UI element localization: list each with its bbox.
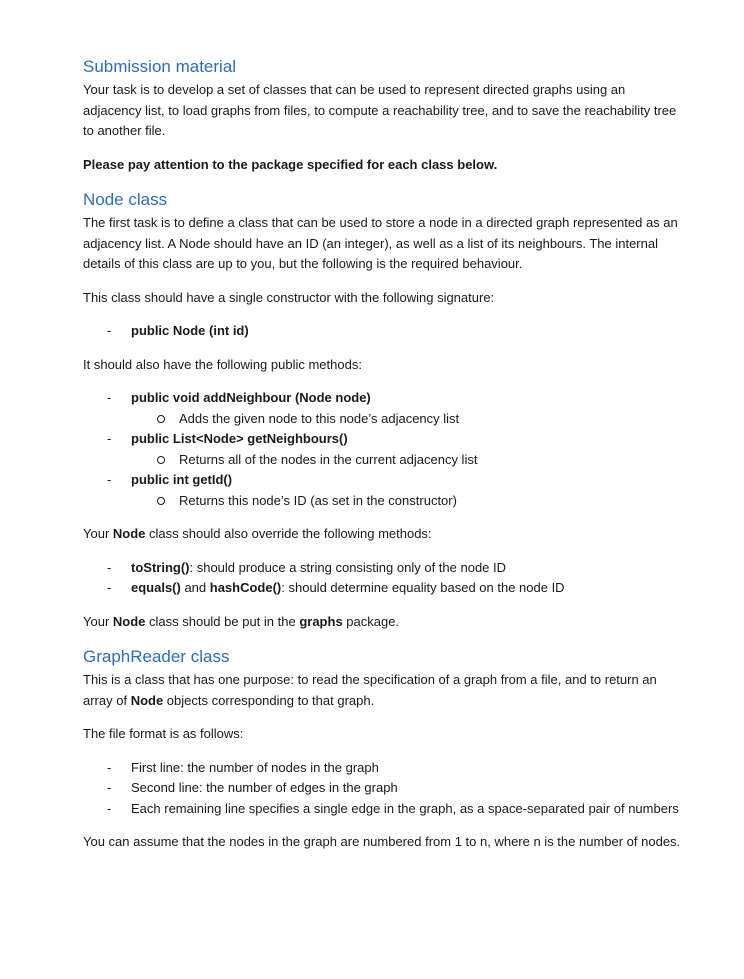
sub-list-item [131,409,683,430]
equals-method: equals() [131,580,181,595]
document-page [83,54,683,853]
override-intro [83,524,683,545]
format-item-text: Second line: the number of edges in the graph [131,780,398,795]
text-run: class should be put in the [145,613,300,629]
tostring-description: : should produce a string consisting only of the node ID [189,559,507,575]
dash-bullet: - [107,390,112,405]
method-description: Adds the given node to this node’s adjacency list [179,410,460,426]
hashcode-method: hashCode() [209,580,282,595]
dash-bullet: - [107,759,112,775]
text-run: class should also override the following methods: [145,526,432,541]
bold-run: Node [130,692,164,708]
sub-list-item [131,491,683,512]
circle-bullet-icon [157,497,165,505]
constructor-signature: public Node (int id) [131,323,249,338]
circle-bullet-icon [157,415,165,423]
list-item [83,470,683,511]
format-item-text: First line: the number of nodes in the graph [131,759,379,775]
list-item [83,799,683,820]
list-item [83,388,683,429]
sub-list [131,450,683,471]
node-description: The first task is to define a class that can be used to store a node in a directed graph represented as an adjacency list. A Node should have an ID (an integer), as well as a list of its neighbours. The internal details of this class are up to you, but the following is the required behaviour. [83,215,678,271]
dash-bullet: - [107,780,112,795]
overrides-list [83,558,683,599]
format-item-text: Each remaining line specifies a single edge in the graph, as a space-separated pair of numbers [131,800,679,816]
list-item [83,758,683,779]
text-run: Your [83,526,113,541]
dash-bullet: - [107,431,112,446]
constructor-list [83,321,683,342]
methods-intro: It should also have the following public methods: [83,356,362,372]
method-signature: public List<Node> getNeighbours() [131,431,348,446]
text-run: and [180,580,210,595]
package-instruction [83,612,683,633]
list-item [83,778,683,799]
sub-list-item [131,450,683,471]
bold-run: Node [112,613,146,629]
package-note [83,155,683,176]
dash-bullet: - [107,559,112,575]
method-description: Returns this node’s ID (as set in the constructor) [179,492,457,508]
dash-bullet: - [107,580,112,595]
sub-list [131,409,683,430]
text-run: Your [83,613,113,629]
sub-list [131,491,683,512]
intro-paragraph: Your task is to develop a set of classes that can be used to represent directed graphs using an adjacency list, to load graphs from files, to compute a reachability tree, and to save the reachability tree to another file. [83,82,677,138]
method-signature: public void addNeighbour (Node node) [131,390,371,405]
text-run: package. [342,613,400,629]
list-item [83,429,683,470]
bold-run: Node [112,526,146,541]
list-item [83,558,683,579]
list-item [83,321,683,342]
circle-bullet-icon [157,456,165,464]
dash-bullet: - [107,800,112,816]
method-signature: public int getId() [131,472,233,487]
method-description: Returns all of the nodes in the current adjacency list [179,451,478,467]
file-format-intro: The file format is as follows: [83,726,244,741]
dash-bullet: - [107,323,112,338]
package-note-text: Please pay attention to the package specified for each class below. [83,156,498,172]
heading-node-class: Node class [83,190,168,209]
list-item [83,578,683,599]
tostring-method: toString() [131,559,190,575]
text-run: objects corresponding to that graph. [163,692,375,708]
equals-description: : should determine equality based on the node ID [281,580,565,595]
file-format-list [83,758,683,820]
constructor-intro: This class should have a single constructor with the following signature: [83,289,495,305]
text-run: This is a class that has one purpose: to read the specification of a graph from a file, and to return an array of [83,672,657,708]
heading-graphreader-class: GraphReader class [83,647,230,666]
methods-list [83,388,683,511]
node-numbering-note: You can assume that the nodes in the graph are numbered from 1 to n, where n is the number of nodes. [83,834,681,849]
graphreader-description [83,670,683,711]
heading-submission-material: Submission material [83,57,237,76]
dash-bullet: - [107,472,112,487]
bold-run: graphs [299,613,343,629]
